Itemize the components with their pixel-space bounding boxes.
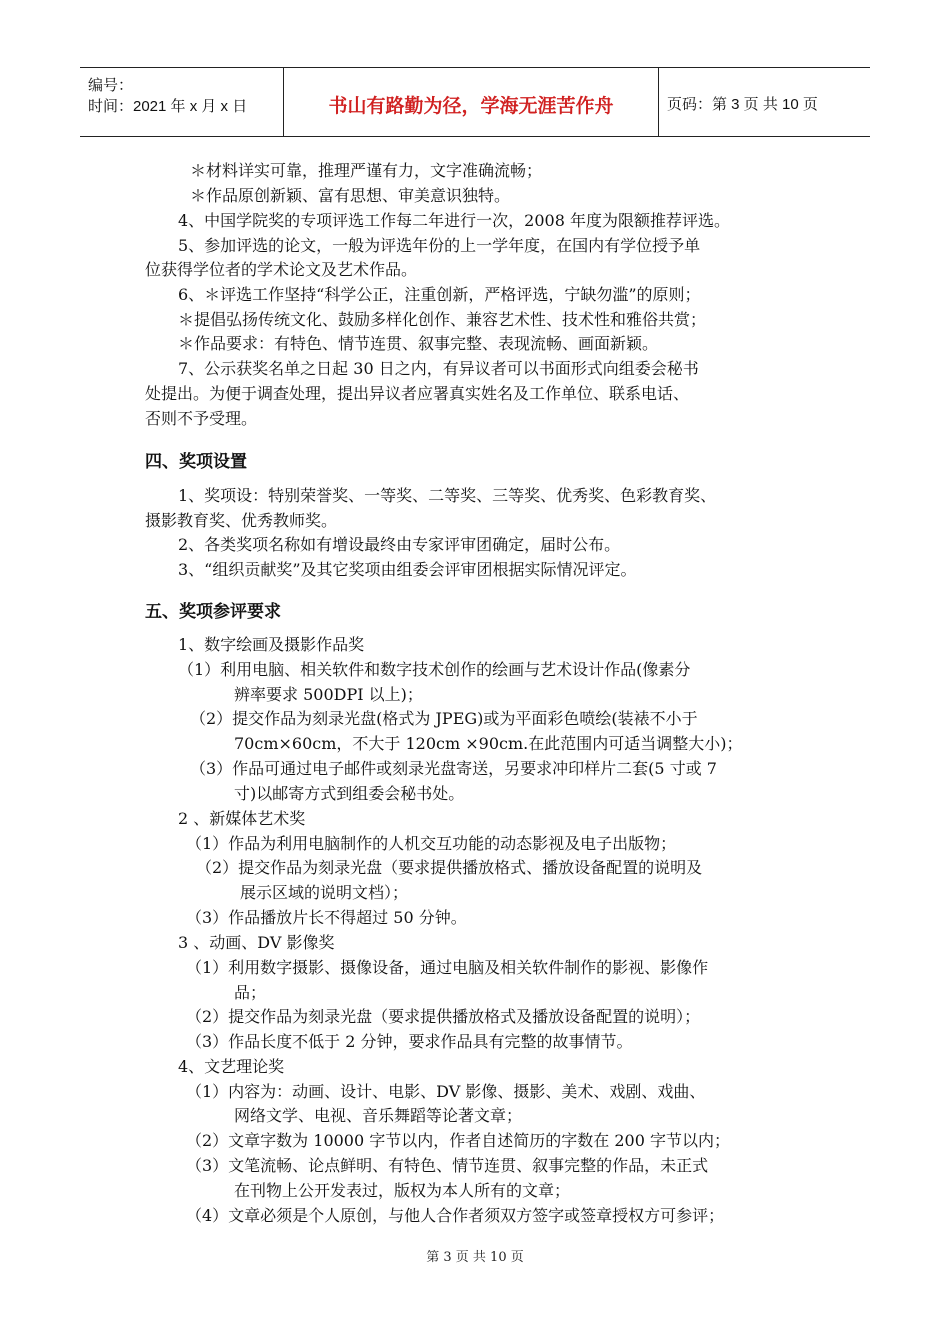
- text-line: 1、数字绘画及摄影作品奖: [178, 635, 365, 654]
- text-line: （2）提交作品为刻录光盘（要求提供播放格式、播放设备配置的说明及: [196, 858, 703, 877]
- text-line: 6、＊评选工作坚持“科学公正，注重创新，严格评选，宁缺勿滥”的原则；: [178, 285, 701, 304]
- text-line: 网络文学、电视、音乐舞蹈等论著文章；: [234, 1106, 523, 1125]
- text-line: （2）提交作品为刻录光盘（要求提供播放格式及播放设备配置的说明）；: [186, 1007, 701, 1026]
- text-line: 在刊物上公开发表过，版权为本人所有的文章；: [234, 1181, 571, 1200]
- text-line: （1）内容为：动画、设计、电影、DV 影像、摄影、美术、戏剧、戏曲、: [186, 1082, 706, 1101]
- text-line: 7、公示获奖名单之日起 30 日之内，有异议者可以书面形式向组委会秘书: [178, 359, 699, 378]
- time-label: 时间：2021 年 x 月 x 日: [88, 98, 248, 115]
- text-line: （3）文笔流畅、论点鲜明、有特色、情节连贯、叙事完整的作品，未正式: [186, 1156, 709, 1175]
- text-line: 展示区域的说明文档）；: [240, 883, 409, 902]
- text-line: ＊材料详实可靠，推理严谨有力，文字准确流畅；: [190, 161, 543, 180]
- text-line: （4）文章必须是个人原创，与他人合作者须双方签字或签章授权方可参评；: [186, 1206, 725, 1225]
- text-line: 位获得学位者的学术论文及艺术作品。: [145, 260, 418, 279]
- motto: 书山有路勤为径，学海无涯苦作舟: [328, 95, 614, 117]
- text-line: （1）作品为利用电脑制作的人机交互功能的动态影视及电子出版物；: [186, 834, 677, 853]
- text-line: 3 、动画、DV 影像奖: [178, 933, 335, 952]
- text-line: ＊作品原创新颖、富有思想、审美意识独特。: [190, 186, 511, 205]
- page-header: [80, 67, 870, 137]
- text-line: （2）文章字数为 10000 字节以内，作者自述简历的字数在 200 字节以内；: [186, 1131, 730, 1150]
- section-heading: 五、奖项参评要求: [145, 602, 281, 622]
- text-line: 摄影教育奖、优秀教师奖。: [145, 511, 338, 530]
- text-line: 否则不予受理。: [145, 409, 258, 428]
- number-label: 编号：: [88, 77, 134, 94]
- text-line: 1、奖项设：特别荣誉奖、一等奖、二等奖、三等奖、优秀奖、色彩教育奖、: [178, 486, 717, 505]
- text-line: ＊作品要求：有特色、情节连贯、叙事完整、表现流畅、画面新颖。: [178, 334, 659, 353]
- text-line: 4、中国学院奖的专项评选工作每二年进行一次，2008 年度为限额推荐评选。: [178, 211, 730, 230]
- text-line: 辨率要求 500DPI 以上)；: [234, 685, 423, 704]
- header-motto-cell: [284, 68, 659, 136]
- text-line: （1）利用数字摄影、摄像设备，通过电脑及相关软件制作的影视、影像作: [186, 958, 709, 977]
- header-right-cell: [659, 68, 870, 136]
- text-line: 2、各类奖项名称如有增设最终由专家评审团确定，届时公布。: [178, 535, 621, 554]
- text-line: （2）提交作品为刻录光盘(格式为 JPEG)或为平面彩色喷绘(装裱不小于: [190, 709, 698, 728]
- text-line: （3）作品长度不低于 2 分钟，要求作品具有完整的故事情节。: [186, 1032, 633, 1051]
- page-footer: 第 3 页 共 10 页: [426, 1250, 524, 1265]
- text-line: 70cm×60cm，不大于 120cm ×90cm.在此范围内可适当调整大小)；: [234, 734, 743, 753]
- header-left-cell: [80, 68, 284, 136]
- text-line: （3）作品播放片长不得超过 50 分钟。: [186, 908, 467, 927]
- text-line: ＊提倡弘扬传统文化、鼓励多样化创作、兼容艺术性、技术性和雅俗共赏；: [178, 310, 707, 329]
- text-line: （3）作品可通过电子邮件或刻录光盘寄送，另要求冲印样片二套(5 寸或 7: [190, 759, 717, 778]
- text-line: （1）利用电脑、相关软件和数字技术创作的绘画与艺术设计作品(像素分: [178, 660, 691, 679]
- text-line: 2 、新媒体艺术奖: [178, 809, 306, 828]
- text-line: 品；: [234, 983, 267, 1002]
- page-info: 页码：第 3 页 共 10 页: [667, 96, 818, 113]
- section-heading: 四、奖项设置: [145, 452, 247, 472]
- text-line: 处提出。为便于调查处理，提出异议者应署真实姓名及工作单位、联系电话、: [145, 384, 690, 403]
- text-line: 寸)以邮寄方式到组委会秘书处。: [234, 784, 465, 803]
- text-line: 3、“组织贡献奖”及其它奖项由组委会评审团根据实际情况评定。: [178, 560, 637, 579]
- text-line: 5、参加评选的论文，一般为评选年份的上一学年度，在国内有学位授予单: [178, 236, 701, 255]
- text-line: 4、文艺理论奖: [178, 1057, 285, 1076]
